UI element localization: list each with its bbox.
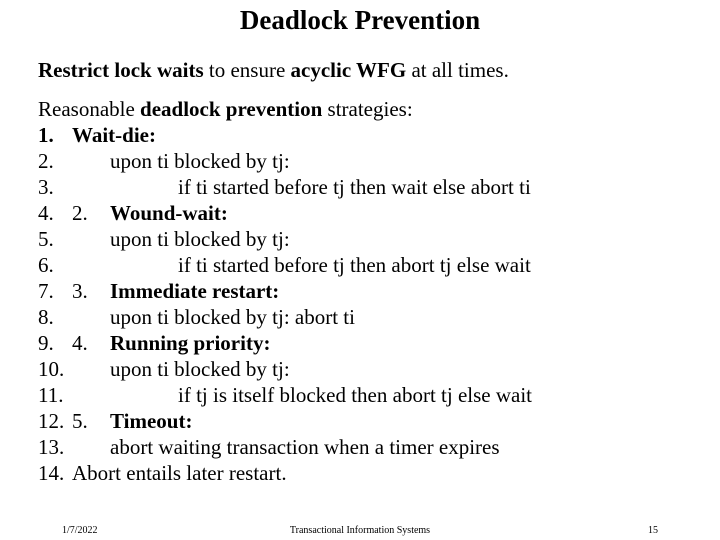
lead-line — [38, 96, 708, 122]
list-line-8 — [38, 304, 708, 330]
line-text: upon ti blocked by tj: — [110, 149, 290, 173]
line-text: if tj is itself blocked then abort tj else wait — [178, 383, 532, 407]
line-text: if ti started before tj then wait else abort ti — [178, 175, 531, 199]
intro-text-1: to ensure — [203, 58, 291, 82]
intro-bold-2: acyclic WFG — [290, 58, 407, 82]
strategy-marker: 5. — [72, 409, 88, 433]
slide-footer — [0, 524, 720, 538]
strategy-marker: 4. — [72, 331, 88, 355]
list-line-4 — [38, 200, 708, 226]
line-text: upon ti blocked by tj: — [110, 357, 290, 381]
strategy-label: Wait-die: — [72, 123, 156, 147]
line-text: upon ti blocked by tj: — [110, 227, 290, 251]
list-line-6 — [38, 252, 708, 278]
strategy-label: Running priority: — [110, 331, 271, 355]
list-line-3 — [38, 174, 708, 200]
line-number: 2. — [38, 149, 54, 173]
line-number: 6. — [38, 253, 54, 277]
footer-page-number: 15 — [648, 525, 658, 536]
strategy-marker: 3. — [72, 279, 88, 303]
list-line-2 — [38, 148, 708, 174]
list-line-9 — [38, 330, 708, 356]
list-line-10 — [38, 356, 708, 382]
line-number: 4. — [38, 201, 54, 225]
strategy-list — [38, 96, 708, 486]
line-text: upon ti blocked by tj: abort ti — [110, 305, 355, 329]
intro-bold-1: Restrict lock waits — [38, 58, 204, 82]
lead-text-2: strategies: — [322, 97, 413, 121]
line-text: if ti started before tj then abort tj else wait — [178, 253, 531, 277]
list-line-12 — [38, 408, 708, 434]
intro-line — [38, 57, 509, 83]
strategy-marker: 2. — [72, 201, 88, 225]
line-number: 3. — [38, 175, 54, 199]
line-text: abort waiting transaction when a timer expires — [110, 435, 500, 459]
strategy-label: Immediate restart: — [110, 279, 280, 303]
line-number: 9. — [38, 331, 54, 355]
line-number: 12. — [38, 409, 65, 433]
list-line-13 — [38, 434, 708, 460]
line-number: 8. — [38, 305, 54, 329]
lead-text-1: Reasonable — [38, 97, 141, 121]
line-number: 5. — [38, 227, 54, 251]
intro-text-2: at all times. — [406, 58, 509, 82]
line-number: 13. — [38, 435, 65, 459]
strategy-label: Timeout: — [110, 409, 193, 433]
list-line-7 — [38, 278, 708, 304]
list-line-1 — [38, 122, 708, 148]
line-number: 1. — [38, 123, 54, 147]
list-line-14 — [38, 460, 708, 486]
list-line-5 — [38, 226, 708, 252]
line-number: 7. — [38, 279, 54, 303]
footer-title: Transactional Information Systems — [289, 525, 431, 536]
lead-bold: deadlock prevention — [140, 97, 323, 121]
line-number: 14. — [38, 461, 65, 485]
footer-date: 1/7/2022 — [62, 525, 98, 536]
strategy-label: Wound-wait: — [110, 201, 228, 225]
slide-title: Deadlock Prevention — [239, 5, 481, 35]
line-number: 11. — [38, 383, 64, 407]
line-text: Abort entails later restart. — [72, 461, 287, 485]
list-line-11 — [38, 382, 708, 408]
line-number: 10. — [38, 357, 65, 381]
